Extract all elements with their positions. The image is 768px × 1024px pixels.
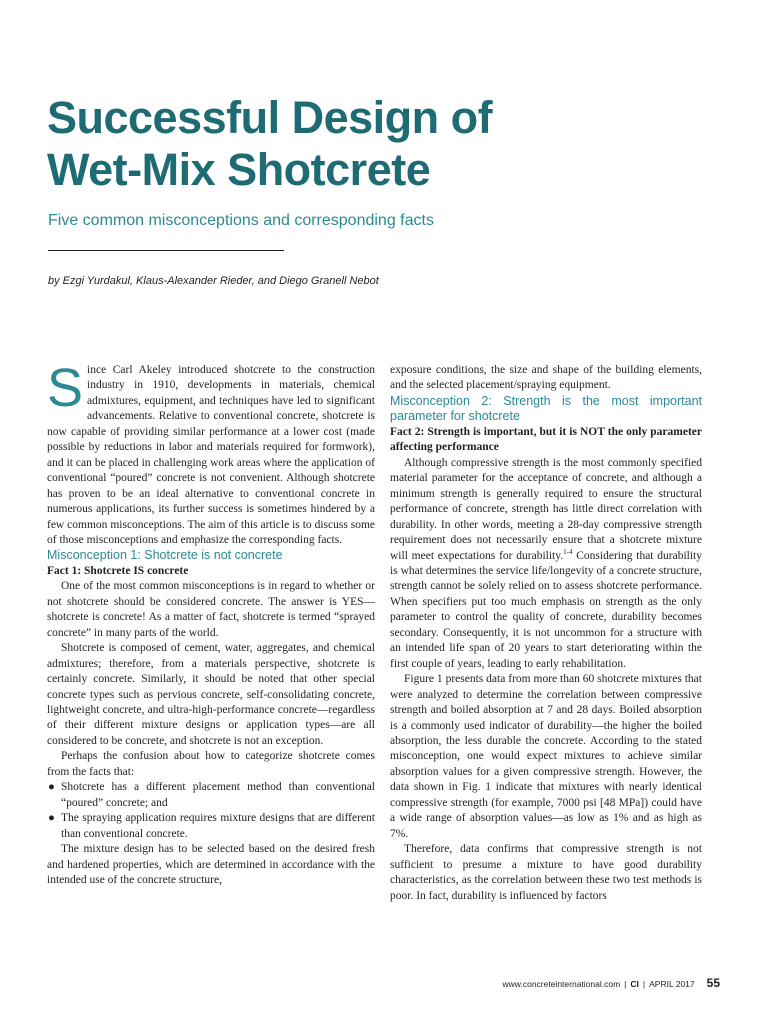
article-title [47, 92, 492, 196]
list-item [48, 811, 375, 842]
page-number: 55 [706, 976, 720, 990]
misconception-1-heading: Misconception 1: Shotcrete is not concrete [47, 548, 283, 563]
paragraph: The mixture design has to be selected based on the desired fresh and hardened properties, which are determined in accordance with the intended use of the concrete structure, [47, 843, 375, 886]
misconception-2-heading: Misconception 2: Strength is the most important parameter for shotcrete [390, 393, 702, 424]
footer-separator: | [624, 979, 627, 989]
title-line-2: Wet-Mix Shotcrete [47, 144, 431, 195]
paragraph: exposure conditions, the size and shape of the building elements, and the selected placement/spraying equipment. [390, 364, 702, 392]
fact-2-heading: Fact 2: Strength is important, but it is NOT the only parameter affecting performance [390, 425, 702, 454]
intro-text: ince Carl Akeley introduced shotcrete to the construction industry in 1910, developments in materials, chemical admixtures, equipment, and techniques have led to significant advancements. Relative to conventional concrete, shotcrete is now capable of providing similar performance at a lower cost (made possible by reductions in labor and materials required for formwork), and it can be placed in challenging work areas where the application of conventional “poured” concrete is not convenient. Although shotcrete has proven to be an ideal alternative to conventional concrete in numerous applications, its further success is sometimes hindered by a few common misconceptions. The aim of this article is to discuss some of those misconceptions and emphasize the corresponding facts. [47, 364, 375, 546]
paragraph-text: Although compressive strength is the most commonly specified material parameter for the acceptance of concrete, and although a minimum strength is generally required to ensure the structural performance of concrete, strength has little direct correlation with durability. In other words, meeting a 28-day compressive strength requirement does not necessarily ensure that a shotcrete mixture will meet expectations for durability. [390, 456, 702, 562]
paragraph: Figure 1 presents data from more than 60 shotcrete mixtures that were analyzed to determine the correlation between compressive strength and boiled absorption at 7 and 28 days. Boiled absorption is a commonly used indicator of durability—the higher the boiled absorption, the less durable the concrete. According to the stated misconception, one would expect mixtures to achieve similar absorption values for a given compressive strength. However, the data shown in Fig. 1 indicate that mixtures with nearly identical compressive strength (for example, 7000 psi [48 MPa]) could have a wide range of absorption values—as low as 1% and as high as 7%. [390, 673, 702, 840]
right-column [390, 363, 702, 904]
footer-url: www.concreteinternational.com [502, 979, 621, 989]
list-item-text: Shotcrete has a different placement method than conventional “poured” concrete; and [61, 781, 375, 809]
article-subtitle: Five common misconceptions and corresponding facts [48, 212, 434, 229]
reference-superscript: 1-4 [563, 547, 573, 556]
paragraph: One of the most common misconceptions is in regard to whether or not shotcrete should be considered concrete. The answer is YES—shotcrete is concrete! As a matter of fact, shotcrete is termed “sprayed concrete” in many parts of the world. [47, 580, 375, 639]
byline: by Ezgi Yurdakul, Klaus-Alexander Rieder, and Diego Granell Nebot [48, 275, 379, 287]
title-divider [48, 250, 284, 251]
bullet-icon: ● [48, 781, 55, 794]
paragraph-text: Considering that durability is what determines the service life/longevity of a concrete structure, strength cannot be solely relied on to assess shotcrete performance. When specifiers put too much emphasis on strength as the only parameter to control the quality of concrete, durability becomes secondary. Consequently, it is not uncommon for a structure with an intended life span of 20 years to start deteriorating within the first couple of years, leading to early rehabilitation. [390, 549, 703, 670]
paragraph: Perhaps the confusion about how to categorize shotcrete comes from the facts that: [47, 750, 375, 778]
footer-date: APRIL 2017 [649, 979, 695, 989]
bullet-list [47, 780, 375, 842]
list-item-text: The spraying application requires mixture designs that are different than conventional concrete. [61, 812, 375, 840]
intro-paragraph [47, 358, 375, 548]
drop-cap: S [47, 358, 84, 418]
footer-separator: | [642, 979, 646, 989]
list-item [48, 780, 375, 811]
fact-1-heading: Fact 1: Shotcrete IS concrete [47, 564, 189, 577]
footer-magazine-logo: CI [630, 979, 639, 989]
title-line-1: Successful Design of [47, 92, 493, 143]
left-column [47, 358, 375, 888]
paragraph: Therefore, data confirms that compressive strength is not sufficient to presume a mixture to have good durability characteristics, as the correlation between these two test methods is poor. In fact, durability is influenced by factors [390, 843, 702, 902]
page-footer [503, 976, 720, 990]
paragraph: Shotcrete is composed of cement, water, aggregates, and chemical admixtures; therefore, from a materials perspective, shotcrete is certainly concrete. Similarly, it should be noted that other special concrete types such as pervious concrete, self-consolidating concrete, lightweight concrete, and ultra-high-performance concrete—regardless of their different mixture designs or application types—are all considered to be concrete, and shotcrete is not an exception. [47, 642, 375, 747]
bullet-icon: ● [48, 812, 55, 825]
paragraph [390, 456, 702, 672]
